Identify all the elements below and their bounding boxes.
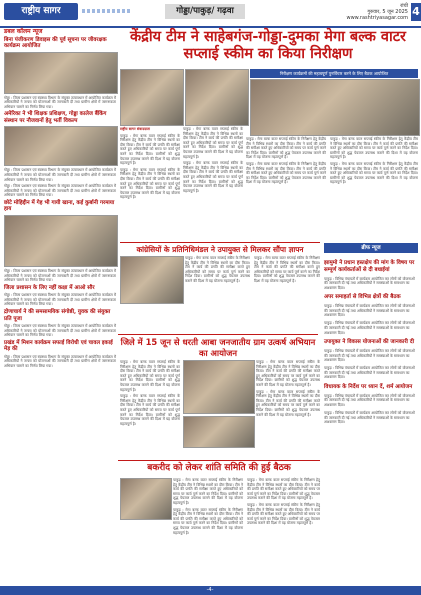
page-number: 4 xyxy=(411,3,421,21)
story3-body: पाकुड़ : मेगा बल्क वाटर सप्लाई स्कीम के निरीक्षण हेतु केंद्रीय टीम ने विभिन्न स्थलों का दौरा किया। टीम ने कार्य की प्रगति की समीक्षा करते हुए अधिकारियों को समय पर कार्य पूर्ण करने का निर्देश दिया। ग्रामीणों को शुद्ध पेयजल उपलब्ध कराने की दिशा में यह योजना महत्वपूर्ण है। xyxy=(120,360,180,392)
main-col3-body-2: पाकुड़ : मेगा बल्क वाटर सप्लाई स्कीम के निरीक्षण हेतु केंद्रीय टीम ने विभिन्न स्थलों का दौरा किया। टीम ने कार्य की प्रगति की समीक्षा करते हुए अधिकारियों को समय पर कार्य पूर्ण करने का निर्देश दिया। ग्रामीणों को शुद्ध पेयजल उपलब्ध कराने की दिशा में यह योजना महत्वपूर्ण है। xyxy=(246,161,326,185)
sidebar-brief4-body-2: पाकुड़ : विभिन्न पंचायतों में कार्यक्रम आयोजित कर लोगों को योजनाओं की जानकारी दी गई तथा अधिकारियों ने समस्याओं के समाधान का आश्वासन दिया। xyxy=(324,411,415,425)
sidebar-brief1-headline: झामुमो ने प्रधान हस्तक्षेप की मांग के विषय पर सम्पूर्ण कार्यकर्ताओं से दी बधाईयां xyxy=(324,260,415,273)
story3-photo-2 xyxy=(183,416,255,448)
left-story5-body: गोड्डा : जिला प्रशासन एवं स्वास्थ्य विभाग के संयुक्त तत्वावधान में आयोजित कार्यक्रम में अधिकारियों ने जनता को योजनाओं की जानकारी दी तथा ग्रामीण क्षेत्रों में जागरूकता अभियान चलाने का निर्णय लिया गया। xyxy=(4,324,116,338)
main-col1-body: पाकुड़ : मेगा बल्क वाटर सप्लाई स्कीम के निरीक्षण हेतु केंद्रीय टीम ने विभिन्न स्थलों का दौरा किया। टीम ने कार्य की प्रगति की समीक्षा करते हुए अधिकारियों को समय पर कार्य पूर्ण करने का निर्देश दिया। ग्रामीणों को शुद्ध पेयजल उपलब्ध कराने की दिशा में यह योजना महत्वपूर्ण है। xyxy=(120,133,180,166)
sidebar-brief2-body-2: पाकुड़ : विभिन्न पंचायतों में कार्यक्रम आयोजित कर लोगों को योजनाओं की जानकारी दी गई तथा अधिकारियों ने समस्याओं के समाधान का आश्वासन दिया। xyxy=(324,321,415,335)
main-col1-body-2: पाकुड़ : मेगा बल्क वाटर सप्लाई स्कीम के निरीक्षण हेतु केंद्रीय टीम ने विभिन्न स्थलों का दौरा किया। टीम ने कार्य की प्रगति की समीक्षा करते हुए अधिकारियों को समय पर कार्य पूर्ण करने का निर्देश दिया। ग्रामीणों को शुद्ध पेयजल उपलब्ध कराने की दिशा में यह योजना महत्वपूर्ण है। xyxy=(120,167,180,200)
left-story2-headline: अमेरिका ने भी शिक्षक प्रशिक्षण, गोड्डा कालेज बैंकिंग संस्थान पर नौजवानों हेतु भर्ती विकल्प xyxy=(4,111,107,124)
main-headline: केंद्रीय टीम ने साहेबगंज-गोड्डा-दुमका मेगा बल्क वाटर सप्लाई स्कीम का किया निरीक्षण xyxy=(130,29,406,62)
sidebar-brief3-headline: उपायुक्त ने विकास योजनाओं की जानकारी दी xyxy=(324,338,415,345)
left-story6-body: गोड्डा : जिला प्रशासन एवं स्वास्थ्य विभाग के संयुक्त तत्वावधान में आयोजित कार्यक्रम में अधिकारियों ने जनता को योजनाओं की जानकारी दी तथा ग्रामीण क्षेत्रों में जागरूकता अभियान चलाने का निर्णय लिया गया। xyxy=(4,354,116,368)
main-col4-body: पाकुड़ : मेगा बल्क वाटर सप्लाई स्कीम के निरीक्षण हेतु केंद्रीय टीम ने विभिन्न स्थलों का दौरा किया। टीम ने कार्य की प्रगति की समीक्षा करते हुए अधिकारियों को समय पर कार्य पूर्ण करने का निर्देश दिया। ग्रामीणों को शुद्ध पेयजल उपलब्ध कराने की दिशा में यह योजना महत्वपूर्ण है। xyxy=(330,137,418,160)
left-story2-body: गोड्डा : जिला प्रशासन एवं स्वास्थ्य विभाग के संयुक्त तत्वावधान में आयोजित कार्यक्रम में अधिकारियों ने जनता को योजनाओं की जानकारी दी तथा ग्रामीण क्षेत्रों में जागरूकता अभियान चलाने का निर्णय लिया गया। xyxy=(4,168,116,182)
sidebar-brief4-body: पाकुड़ : विभिन्न पंचायतों में कार्यक्रम आयोजित कर लोगों को योजनाओं की जानकारी दी गई तथा अधिकारियों ने समस्याओं के समाधान का आश्वासन दिया। xyxy=(324,393,415,407)
left-story3-photo xyxy=(4,215,118,267)
story2-col-2 xyxy=(254,256,320,286)
sidebar-column xyxy=(324,258,418,429)
sidebar-brief3-body-2: पाकुड़ : विभिन्न पंचायतों में कार्यक्रम आयोजित कर लोगों को योजनाओं की जानकारी दी गई तथा अधिकारियों ने समस्याओं के समाधान का आश्वासन दिया। xyxy=(324,366,415,380)
story3-photo-1 xyxy=(183,360,255,414)
story3-body-3: पाकुड़ : मेगा बल्क वाटर सप्लाई स्कीम के निरीक्षण हेतु केंद्रीय टीम ने विभिन्न स्थलों का दौरा किया। टीम ने कार्य की प्रगति की समीक्षा करते हुए अधिकारियों को समय पर कार्य पूर्ण करने का निर्देश दिया। ग्रामीणों को शुद्ध पेयजल उपलब्ध कराने की दिशा में यह योजना महत्वपूर्ण है। xyxy=(256,360,320,387)
main-col2-body: पाकुड़ : मेगा बल्क वाटर सप्लाई स्कीम के निरीक्षण हेतु केंद्रीय टीम ने विभिन्न स्थलों का दौरा किया। टीम ने कार्य की प्रगति की समीक्षा करते हुए अधिकारियों को समय पर कार्य पूर्ण करने का निर्देश दिया। ग्रामीणों को शुद्ध पेयजल उपलब्ध कराने की दिशा में यह योजना महत्वपूर्ण है। xyxy=(183,127,243,159)
left-story2-body-cont: गोड्डा : जिला प्रशासन एवं स्वास्थ्य विभाग के संयुक्त तत्वावधान में आयोजित कार्यक्रम में अधिकारियों ने जनता को योजनाओं की जानकारी दी तथा ग्रामीण क्षेत्रों में जागरूकता अभियान चलाने का निर्णय लिया गया। xyxy=(4,184,116,198)
sidebar-bureau-label: ब्रीफ ‍न्यूज xyxy=(324,243,418,253)
left-story1-headline: बिना पंजीकरण डिवाइस की पूर्व सूचना पर जीवरक्षक कार्यक्रम आयोजित xyxy=(4,36,107,50)
sidebar-brief2-body: पाकुड़ : विभिन्न पंचायतों में कार्यक्रम आयोजित कर लोगों को योजनाओं की जानकारी दी गई तथा अधिकारियों ने समस्याओं के समाधान का आश्वासन दिया। xyxy=(324,304,415,318)
main-col-3 xyxy=(246,137,326,187)
date-line: रांची गुरुवार, 5 जून 2025 www.rashtriyasagar.com xyxy=(346,3,408,21)
page-footer xyxy=(0,586,421,595)
main-photo-left xyxy=(120,69,184,126)
story2-body: पाकुड़ : मेगा बल्क वाटर सप्लाई स्कीम के निरीक्षण हेतु केंद्रीय टीम ने विभिन्न स्थलों का दौरा किया। टीम ने कार्य की प्रगति की समीक्षा करते हुए अधिकारियों को समय पर कार्य पूर्ण करने का निर्देश दिया। ग्रामीणों को शुद्ध पेयजल उपलब्ध कराने की दिशा में यह योजना महत्वपूर्ण है। xyxy=(185,256,250,283)
story2-col-1 xyxy=(185,256,250,286)
story4-body: पाकुड़ : मेगा बल्क वाटर सप्लाई स्कीम के निरीक्षण हेतु केंद्रीय टीम ने विभिन्न स्थलों का दौरा किया। टीम ने कार्य की प्रगति की समीक्षा करते हुए अधिकारियों को समय पर कार्य पूर्ण करने का निर्देश दिया। ग्रामीणों को शुद्ध पेयजल उपलब्ध कराने की दिशा में यह योजना महत्वपूर्ण है। xyxy=(173,478,243,505)
left-story3-headline: छोटे मोहिद्दीन में गेह भी गायी खाना, कई कुर्बानी गरमाया हाय xyxy=(4,199,115,213)
story2-headline: कांग्रेसियों के प्रतिनिधिमंडल ने उपायुक्त से मिलकर सौंपा ज्ञापन xyxy=(120,242,320,254)
story3-body-4: पाकुड़ : मेगा बल्क वाटर सप्लाई स्कीम के निरीक्षण हेतु केंद्रीय टीम ने विभिन्न स्थलों का दौरा किया। टीम ने कार्य की प्रगति की समीक्षा करते हुए अधिकारियों को समय पर कार्य पूर्ण करने का निर्देश दिया। ग्रामीणों को शुद्ध पेयजल उपलब्ध कराने की दिशा में यह योजना महत्वपूर्ण है। xyxy=(256,389,320,417)
sidebar-brief3-body: पाकुड़ : विभिन्न पंचायतों में कार्यक्रम आयोजित कर लोगों को योजनाओं की जानकारी दी गई तथा अधिकारियों ने समस्याओं के समाधान का आश्वासन दिया। xyxy=(324,348,415,363)
newspaper-brand: राष्ट्रीय सागर xyxy=(4,3,78,20)
main-photo-middle xyxy=(185,69,249,126)
footer-page-marker: -4- xyxy=(206,587,214,593)
story3-col-2 xyxy=(256,360,320,419)
main-byline-1: राष्ट्रीय सागर संवाददाता xyxy=(120,127,150,131)
section-title: गोड्डा/पाकुड़/ गढ़वा xyxy=(165,4,245,19)
story4-col-2 xyxy=(247,478,320,528)
left-story1-body: गोड्डा : जिला प्रशासन एवं स्वास्थ्य विभाग के संयुक्त तत्वावधान में आयोजित कार्यक्रम में अधिकारियों ने जनता को योजनाओं की जानकारी दी तथा ग्रामीण क्षेत्रों में जागरूकता अभियान चलाने का निर्णय लिया गया। xyxy=(4,95,116,109)
left-story4-headline: जिला प्रशासन के लिए नहीं कक्षा में आओ सौर xyxy=(4,284,95,291)
left-story4-body: गोड्डा : जिला प्रशासन एवं स्वास्थ्य विभाग के संयुक्त तत्वावधान में आयोजित कार्यक्रम में अधिकारियों ने जनता को योजनाओं की जानकारी दी तथा ग्रामीण क्षेत्रों में जागरूकता अभियान चलाने का निर्णय लिया गया। xyxy=(4,293,116,307)
main-col3-body: पाकुड़ : मेगा बल्क वाटर सप्लाई स्कीम के निरीक्षण हेतु केंद्रीय टीम ने विभिन्न स्थलों का दौरा किया। टीम ने कार्य की प्रगति की समीक्षा करते हुए अधिकारियों को समय पर कार्य पूर्ण करने का निर्देश दिया। ग्रामीणों को शुद्ध पेयजल उपलब्ध कराने की दिशा में यह योजना महत्वपूर्ण है। xyxy=(246,137,326,160)
story3-col-1 xyxy=(120,360,180,428)
main-col-4 xyxy=(330,137,418,187)
main-col-1 xyxy=(120,127,180,202)
story4-body-2: पाकुड़ : मेगा बल्क वाटर सप्लाई स्कीम के निरीक्षण हेतु केंद्रीय टीम ने विभिन्न स्थलों का दौरा किया। टीम ने कार्य की प्रगति की समीक्षा करते हुए अधिकारियों को समय पर कार्य पूर्ण करने का निर्देश दिया। ग्रामीणों को शुद्ध पेयजल उपलब्ध कराने की दिशा में यह योजना महत्वपूर्ण है। xyxy=(173,507,243,535)
story4-body-4: पाकुड़ : मेगा बल्क वाटर सप्लाई स्कीम के निरीक्षण हेतु केंद्रीय टीम ने विभिन्न स्थलों का दौरा किया। टीम ने कार्य की प्रगति की समीक्षा करते हुए अधिकारियों को समय पर कार्य पूर्ण करने का निर्देश दिया। ग्रामीणों को शुद्ध पेयजल उपलब्ध कराने की दिशा में यह योजना महत्वपूर्ण है। xyxy=(247,502,320,526)
main-photo-right xyxy=(250,79,420,136)
left-bureau-label: डबल कॉलम ‍न्यूज xyxy=(4,28,43,35)
story4-col-1 xyxy=(173,478,243,537)
story2-photo xyxy=(120,256,184,304)
story3-body-2: पाकुड़ : मेगा बल्क वाटर सप्लाई स्कीम के निरीक्षण हेतु केंद्रीय टीम ने विभिन्न स्थलों का दौरा किया। टीम ने कार्य की प्रगति की समीक्षा करते हुए अधिकारियों को समय पर कार्य पूर्ण करने का निर्देश दिया। ग्रामीणों को शुद्ध पेयजल उपलब्ध कराने की दिशा में यह योजना महत्वपूर्ण है। xyxy=(120,394,180,426)
main-col4-body-2: पाकुड़ : मेगा बल्क वाटर सप्लाई स्कीम के निरीक्षण हेतु केंद्रीय टीम ने विभिन्न स्थलों का दौरा किया। टीम ने कार्य की प्रगति की समीक्षा करते हुए अधिकारियों को समय पर कार्य पूर्ण करने का निर्देश दिया। ग्रामीणों को शुद्ध पेयजल उपलब्ध कराने की दिशा में यह योजना महत्वपूर्ण है। xyxy=(330,161,418,185)
sidebar-brief1-body: पाकुड़ : विभिन्न पंचायतों में कार्यक्रम आयोजित कर लोगों को योजनाओं की जानकारी दी गई तथा अधिकारियों ने समस्याओं के समाधान का आश्वासन दिया। xyxy=(324,276,415,290)
story2-body-2: पाकुड़ : मेगा बल्क वाटर सप्लाई स्कीम के निरीक्षण हेतु केंद्रीय टीम ने विभिन्न स्थलों का दौरा किया। टीम ने कार्य की प्रगति की समीक्षा करते हुए अधिकारियों को समय पर कार्य पूर्ण करने का निर्देश दिया। ग्रामीणों को शुद्ध पेयजल उपलब्ध कराने की दिशा में यह योजना महत्वपूर्ण है। xyxy=(254,256,320,283)
sidebar-brief4-headline: विधायक के निर्देश पर ध्यान दें, शर्म आयोजन xyxy=(324,383,413,390)
left-story5-headline: द्रोणाचार्य ने की समसामयिक संगोष्ठी, युवक की संयुक्त प्रति पूजा xyxy=(4,309,111,322)
story4-body-3: पाकुड़ : मेगा बल्क वाटर सप्लाई स्कीम के निरीक्षण हेतु केंद्रीय टीम ने विभिन्न स्थलों का दौरा किया। टीम ने कार्य की प्रगति की समीक्षा करते हुए अधिकारियों को समय पर कार्य पूर्ण करने का निर्देश दिया। ग्रामीणों को शुद्ध पेयजल उपलब्ध कराने की दिशा में यह योजना महत्वपूर्ण है। xyxy=(247,478,320,501)
main-col-2 xyxy=(183,127,243,195)
story3-headline: जिले में 15 जून से धरती आबा जनजातीय ग्राम उत्कर्ष अभियान का आयोजन xyxy=(118,334,318,358)
story4-headline: बकरीद को लेकर शांति समिति की हुई बैठक xyxy=(118,460,320,474)
left-column xyxy=(4,30,116,371)
masthead xyxy=(0,0,421,28)
main-col2-body-2: पाकुड़ : मेगा बल्क वाटर सप्लाई स्कीम के निरीक्षण हेतु केंद्रीय टीम ने विभिन्न स्थलों का दौरा किया। टीम ने कार्य की प्रगति की समीक्षा करते हुए अधिकारियों को समय पर कार्य पूर्ण करने का निर्देश दिया। ग्रामीणों को शुद्ध पेयजल उपलब्ध कराने की दिशा में यह योजना महत्वपूर्ण है। xyxy=(183,161,243,193)
decorative-dots xyxy=(82,9,132,13)
sidebar-brief2-headline: अपर समाहर्ता से विभिन्न क्षेत्रों की बैठक xyxy=(324,293,401,300)
story4-photo xyxy=(120,478,172,520)
left-story6-headline: प्रखंड में मिशन कार्यक्रम सफाई विरोधी एवं चावल इकाई मेड़ की xyxy=(4,339,113,353)
left-story1-photo xyxy=(4,52,118,94)
left-story2-photo xyxy=(4,126,118,166)
left-story3-body: गोड्डा : जिला प्रशासन एवं स्वास्थ्य विभाग के संयुक्त तत्वावधान में आयोजित कार्यक्रम में अधिकारियों ने जनता को योजनाओं की जानकारी दी तथा ग्रामीण क्षेत्रों में जागरूकता अभियान चलाने का निर्णय लिया गया। xyxy=(4,268,116,283)
main-photo-caption: निरीक्षण कार्यक्रमों की महत्वपूर्ण पुनर्विचार करने के लिए बैठक आयोजित xyxy=(250,69,418,78)
